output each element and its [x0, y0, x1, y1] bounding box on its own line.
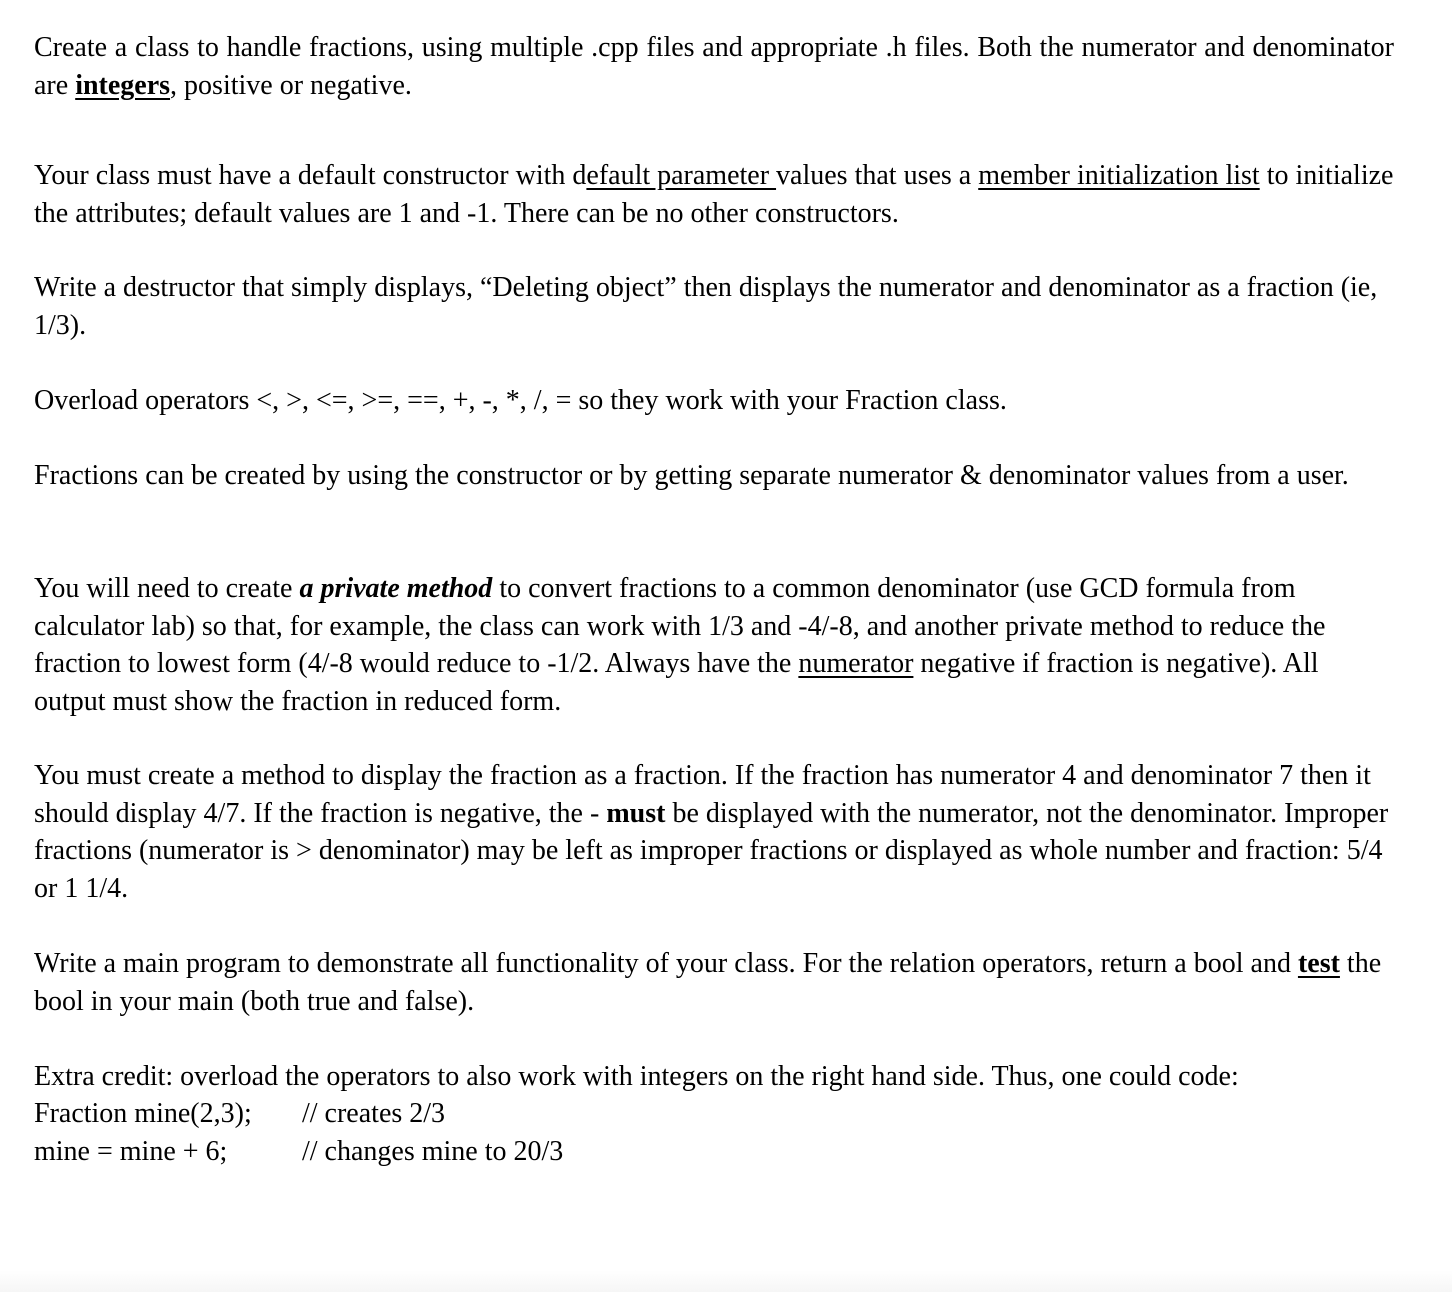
paragraph-constructor — [34, 157, 1394, 232]
code-statement: Fraction mine(2,3); — [34, 1098, 252, 1129]
constructor-text-end: to initialize the attributes; default values are 1 and -1. There can be no other constructors. — [34, 160, 1394, 229]
paragraph-main-program — [34, 945, 1394, 1020]
paragraph-operators — [34, 382, 1394, 420]
operators-text: Overload operators <, >, <=, >=, ==, +, -, *, /, = so they work with your Fraction class. — [34, 385, 1007, 416]
member-init-list-underlined: member initialization list — [978, 160, 1260, 191]
code-comment: // creates 2/3 — [302, 1098, 446, 1129]
display-text-end: be displayed with the numerator, not the denominator. Improper fractions (numerator is > denominator) may be left as improper fractions or displayed as whole number and fraction: 5/4 or 1 1/4. — [34, 797, 1389, 904]
code-statement: mine = mine + 6; — [34, 1136, 228, 1167]
constructor-text: Your class must have a default constructor with d — [34, 160, 587, 191]
private-methods-text-end: negative if fraction is negative). All output must show the fraction in reduced form. — [34, 648, 1319, 717]
default-parameter-underlined: efault parameter — [586, 160, 777, 191]
paragraph-private-methods — [34, 570, 1394, 720]
creation-text: Fractions can be created by using the constructor or by getting separate numerator & denominator values from a user. — [34, 460, 1349, 491]
private-method-emphasis: a private method — [299, 573, 493, 604]
private-methods-text: You will need to create — [34, 573, 300, 604]
paragraph-creation — [34, 457, 1394, 495]
extra-credit-text: Extra credit: overload the operators to also work with integers on the right hand side. Thus, one could code: — [34, 1061, 1239, 1092]
code-line — [34, 1095, 445, 1133]
test-emphasis: test — [1297, 948, 1340, 979]
code-comment: // changes mine to 20/3 — [302, 1136, 564, 1167]
main-program-text: Write a main program to demonstrate all functionality of your class. For the relation operators, return a bool and — [34, 948, 1298, 979]
intro-text-end: , positive or negative. — [170, 69, 412, 101]
destructor-text: Write a destructor that simply displays, “Deleting object” then displays the numerator and denominator as a fraction (ie, 1/3). — [34, 272, 1378, 341]
integers-emphasis: integers — [75, 69, 171, 101]
paragraph-extra-credit — [34, 1058, 1394, 1096]
paragraph-destructor — [34, 269, 1394, 344]
must-emphasis: must — [606, 797, 666, 829]
paragraph-display — [34, 757, 1394, 907]
intro-text: Create a class to handle fractions, using multiple .cpp files and appropriate .h files. Both the numerator and denominator are — [34, 32, 1394, 101]
constructor-text-mid: values that uses a — [776, 160, 979, 191]
page-bottom-edge — [0, 1270, 1452, 1292]
main-program-text-end: the bool in your main (both true and false). — [34, 948, 1382, 1017]
code-line — [34, 1133, 563, 1171]
numerator-underlined: numerator — [798, 648, 914, 680]
paragraph-intro — [34, 29, 1394, 104]
display-text: You must create a method to display the fraction as a fraction. If the fraction has numerator 4 and denominator 7 then it should display 4/7. If the fraction is negative, the - — [34, 760, 1371, 829]
private-methods-text-mid: to convert fractions to a common denominator (use GCD formula from calculator lab) so that, for example, the class can work with 1/3 and -4/-8, and another private method to reduce the fraction to lowest form (4/-8 would reduce to -1/2. Always have the — [34, 573, 1326, 680]
